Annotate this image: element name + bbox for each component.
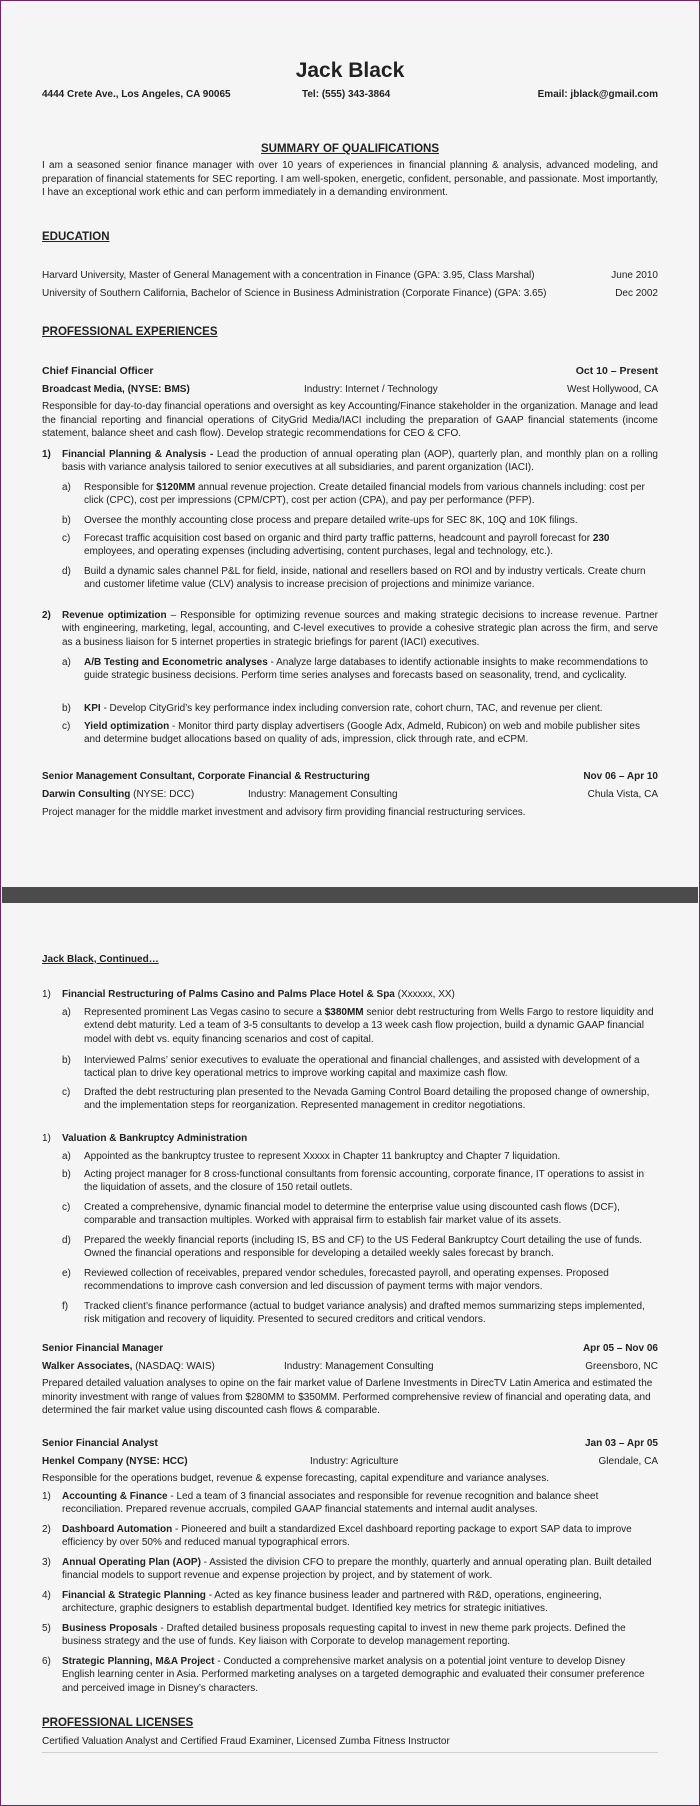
sub-letter: b) [62,515,71,526]
page-separator [2,887,698,903]
company [42,1360,215,1373]
summary-heading: SUMMARY OF QUALIFICATIONS [260,143,440,155]
text-span: Responsible for [84,482,157,493]
job-description: Responsible for day-to-day financial operations and oversight as key Accounting/Finance stakeholder in the organization. Manage and lead the financial reporting and financial operations of CityGrid Media/IACI including the preparation of GAAP financial statements (income statement, balance sheet and cash flow). Develop strategic recommendations for CEO & CFO. [42,401,658,439]
job-dates: Oct 10 – Present [575,365,658,377]
sub-item-text [84,656,658,683]
list-number: 2) [42,1524,51,1535]
address: 4444 Crete Ave., Los Angeles, CA 90065 [42,89,231,100]
company-name: Darwin Consulting [42,789,131,800]
resume-page-2 [2,903,698,1803]
list-number: 6) [42,1656,51,1667]
text-span: Build a dynamic sales channel P&L for field, inside, national and resellers based on ROI and by industry verticals. Create churn and customer lifetime value (CLV) analysis to increase precision of projections and minimize variance. [84,566,646,591]
industry: Industry: Agriculture [310,1456,399,1467]
list-item-title: Accounting & Finance [62,1491,168,1502]
job-title: Senior Management Consultant, Corporate Financial & Restructuring [42,771,370,782]
list-item-title: Revenue optimization [62,610,167,621]
list-item-body: Lead the production of annual operating plan (AOP), quarterly plan, and monthly plan on a rolling basis with variance analysis tailored to senior executives at all subsidiaries, and parent organization (IACI). [62,449,658,474]
list-number: 1) [42,1133,51,1144]
company: Henkel Company (NYSE: HCC) [42,1456,188,1467]
education-date: June 2010 [611,270,658,281]
continued-heading: Jack Black, Continued… [42,954,159,965]
email: Email: jblack@gmail.com [537,89,658,100]
sub-letter: c) [62,1202,71,1213]
sub-item-text: Acting project manager for 8 cross-functional consultants from forensic accounting, corporate finance, IT operations to assist in the liquidation of assets, and the closure of 150 retail outlets. [84,1169,645,1194]
list-item-text [62,1655,658,1695]
sub-letter: a) [62,482,71,493]
job-title: Senior Financial Manager [42,1343,164,1354]
job-dates: Apr 05 – Nov 06 [582,1343,658,1354]
sub-letter: c) [62,1087,71,1098]
list-number: 1) [42,449,51,460]
list-item-text [62,1523,658,1550]
list-item-title: Valuation & Bankruptcy Administration [62,1133,248,1144]
list-number: 1) [42,1491,51,1502]
sub-letter: b) [62,703,71,714]
industry: Industry: Internet / Technology [304,384,438,395]
education-date: Dec 2002 [615,288,658,299]
candidate-name: Jack Black [295,59,405,82]
job-dates: Jan 03 – Apr 05 [584,1438,658,1449]
list-item [42,448,658,478]
location: West Hollywood, CA [567,384,658,395]
list-number: 1) [42,989,51,1000]
list-item-body: - Acted as key finance business leader and partnered with R&D, operations, engineering, architecture, graphic designers to establish departmental budget. Identified key metrics for strategic initiatives. [62,1590,602,1615]
list-item-title: Financial & Strategic Planning [62,1590,206,1601]
company [42,788,194,801]
sub-letter: d) [62,1235,71,1246]
bold-span: 230 [592,533,610,544]
resume-page-1 [2,2,698,887]
bold-span: $120MM [156,482,196,493]
job-title: Chief Financial Officer [42,365,154,377]
list-item-text [62,609,658,649]
industry: Industry: Management Consulting [284,1361,434,1372]
sub-letter: b) [62,1169,71,1180]
list-item-text [62,1589,658,1616]
licenses-text: Certified Valuation Analyst and Certified Fraud Examiner, Licensed Zumba Fitness Instructor [42,1736,450,1747]
sub-item-text [84,532,658,559]
list-item-text [62,988,658,1001]
list-item-title: Strategic Planning, M&A Project [62,1656,215,1667]
list-item-body: - Led a team of 3 financial associates and responsible for revenue recognition and balance sheet reconciliation. Prepared revenue accruals, compiled GAAP financial statements and internal audit analyses. [62,1491,599,1516]
sub-item-text: Drafted the debt restructuring plan presented to the Nevada Gaming Control Board detailing the proposed change of ownership, and the implementation steps for reorganization. Represented management in creditor negotiations. [84,1087,650,1112]
sub-item-text [84,720,658,747]
text-span: Forecast traffic acquisition cost based on organic and third party traffic patterns, headcount and payroll forecast for [84,533,593,544]
company-ticker: (NYSE: DCC) [130,789,195,800]
phone: Tel: (555) 343-3864 [302,89,391,100]
text-span: Represented prominent Las Vegas casino to secure a [84,1007,325,1018]
sub-item-text [84,1006,658,1046]
education-item: University of Southern California, Bachelor of Science in Business Administration (Corporate Finance) (GPA: 3.65) [42,288,547,299]
sub-letter: a) [62,657,71,668]
text-span: - Monitor third party display advertisers (Google Adx, Admeld, Rubicon) on web and mobile publisher sites and determine budget allocations based on quality of ads, impression, click through rate, and eCPM. [84,721,640,746]
text-span: senior debt restructuring from Wells Fargo to restore liquidity and extend debt maturity. Led a team of 3-5 consultants to develop a 13 week cash flow projection, build a dynamic GAAP financial model with debt vs. equity financing scenarios and cost of capital. [84,1007,654,1045]
sub-item-text: Prepared the weekly financial reports (including IS, BS and CF) to the US Federal Bankruptcy Court detailing the use of funds. Owned the financial operations and responsible for developing a detailed weekly sales forecast by branch. [84,1235,643,1260]
company-name: Walker Associates, [42,1361,133,1372]
list-item-body: - Assisted the division CFO to prepare the monthly, quarterly and annual operating plan. Built detailed financial models to support revenue and expense projection by project, and by statement of work. [62,1557,652,1582]
job-description: Prepared detailed valuation analyses to opine on the fair market value of Darlene Investments in DirecTV Latin America and estimated the minority investment with range of values from $280MM to $350MM. Performed comprehensive review of financial and operating data, and determined the fair market value using discounted cash flows & comparable. [42,1378,653,1416]
list-item-body: - Drafted detailed business proposals requesting capital to invest in new theme park projects. Defined the business strategy and the use of funds. Key liaison with Corporate to develop management reporting. [62,1623,626,1648]
sub-item-text: Tracked client’s finance performance (actual to budget variance analysis) and drafted memos summarizing steps implemented, risk mitigation and recovery of liquidity. Presented to secured creditors and critical vendors. [84,1301,645,1326]
list-item-title: Financial Restructuring of Palms Casino and Palms Place Hotel & Spa [62,989,395,1000]
list-number: 5) [42,1623,51,1634]
bold-span: $380MM [324,1007,364,1018]
list-item-text [62,1490,658,1517]
sub-letter: c) [62,721,71,732]
list-item-body: – Responsible for optimizing revenue sources and making strategic decisions to increase revenue. Partner with engineering, marketing, legal, accounting, and C-level executives to provide a cohesive strategic plan across the firm, and serve as a business liaison for 5 internet properties in strategic briefings for parent (IACI) executives. [62,610,658,648]
list-item-body: (Xxxxxx, XX) [394,989,455,1000]
list-number: 4) [42,1590,51,1601]
education-item: Harvard University, Master of General Management with a concentration in Finance (GPA: 3.95, Class Marshal) [42,270,535,281]
sub-item-text: Interviewed Palms’ senior executives to evaluate the operational and financial challenges, and assisted with development of a tactical plan to drive key operational metrics to improve working capital and maximize cash flow. [84,1055,640,1080]
location: Greensboro, NC [585,1361,658,1372]
list-item-title: Dashboard Automation [62,1524,173,1535]
list-item-title: Financial Planning & Analysis - [62,449,214,460]
text-span: - Develop CityGrid’s key performance index including conversion rate, cohort churn, TAC, and revenue per client. [100,703,603,714]
sub-item-text [84,702,658,715]
sub-item-text: Appointed as the bankruptcy trustee to represent Xxxxx in Chapter 11 bankruptcy and Chapter 7 liquidation. [84,1151,561,1162]
list-number: 2) [42,610,51,621]
sub-letter: c) [62,533,71,544]
sub-item-text [84,481,658,508]
list-item-title: Annual Operating Plan (AOP) [62,1557,201,1568]
sub-letter: d) [62,566,71,577]
list-item-title: Business Proposals [62,1623,158,1634]
sub-letter: b) [62,1055,71,1066]
education-heading: EDUCATION [42,231,110,243]
job-description: Project manager for the middle market investment and advisory firm providing financial restructuring services. [42,807,526,818]
job-title: Senior Financial Analyst [42,1438,158,1449]
sub-item-text [84,514,658,527]
company: Broadcast Media, (NYSE: BMS) [42,384,190,395]
job-dates: Nov 06 – Apr 10 [583,771,658,782]
sub-letter: a) [62,1151,71,1162]
company-ticker: (NASDAQ: WAIS) [132,1361,215,1372]
experiences-heading: PROFESSIONAL EXPERIENCES [42,326,218,338]
location: Glendale, CA [598,1456,658,1467]
list-item-text [62,1556,658,1583]
sub-letter: e) [62,1268,71,1279]
bold-span: KPI [84,703,101,714]
sub-letter: f) [62,1301,69,1312]
list-item-body: - Conducted a comprehensive market analysis on a potential joint venture to develop Disney English learning center in Asia. Performed marketing analyses on a targeted demographic and evaluated their consumer preference and perceived image in Disney’s characters. [62,1656,645,1694]
list-number: 3) [42,1557,51,1568]
sub-item-text [84,565,658,592]
job-description: Responsible for the operations budget, revenue & expense forecasting, capital expenditure and variance analyses. [42,1473,549,1484]
summary-text: I am a seasoned senior finance manager with over 10 years of experiences in financial planning & analysis, advanced modeling, and preparation of financial statements for SEC reporting. I am well-spoken, energetic, confident, personable, and passionate. Most importantly, I have an exceptional work ethic and can perform immediately in a demanding environment. [42,160,658,198]
bold-span: Yield optimization [84,721,170,732]
industry: Industry: Management Consulting [248,789,398,800]
text-span: employees, and operating expenses (including advertising, content purchases, legal and technology, etc.). [84,546,553,558]
sub-item-text: Reviewed collection of receivables, prepared vendor schedules, forecasted payroll, and operating expenses. Proposed recommendations to improve cash conversion and led discussion of payment terms with major vendors. [84,1268,609,1293]
text-span: Oversee the monthly accounting close process and prepare detailed write-ups for SEC 8K, 10Q and 10K filings. [84,515,578,526]
sub-item-text: Created a comprehensive, dynamic financial model to determine the enterprise value using discounted cash flows (DCF), comparable and transaction multiples. Worked with appraisal firm to establish fair market value of its assets. [84,1202,620,1227]
location: Chula Vista, CA [587,789,658,800]
list-item-body: - Pioneered and built a standardized Excel dashboard reporting package to export SAP data to improve efficiency by over 50% and reduced manual typographical errors. [62,1524,632,1549]
text-span: annual revenue projection. Create detailed financial models from various channels including: cost per click (CPC), cost per impressions (CPM/CPT), cost per action (CPA), and pay per performance (PFP). [84,482,645,507]
text-span: - Analyze large databases to identify actionable insights to make recommendations to guide strategic business decisions. Perform time series analyses and forecasts based on seasonality, trend, and cyclicality. [84,657,648,682]
list-item-text [62,1622,658,1649]
divider [42,1752,658,1753]
licenses-heading: PROFESSIONAL LICENSES [42,1717,194,1729]
sub-letter: a) [62,1007,71,1018]
bold-span: A/B Testing and Econometric analyses [84,657,268,668]
list-item-text [62,448,658,475]
